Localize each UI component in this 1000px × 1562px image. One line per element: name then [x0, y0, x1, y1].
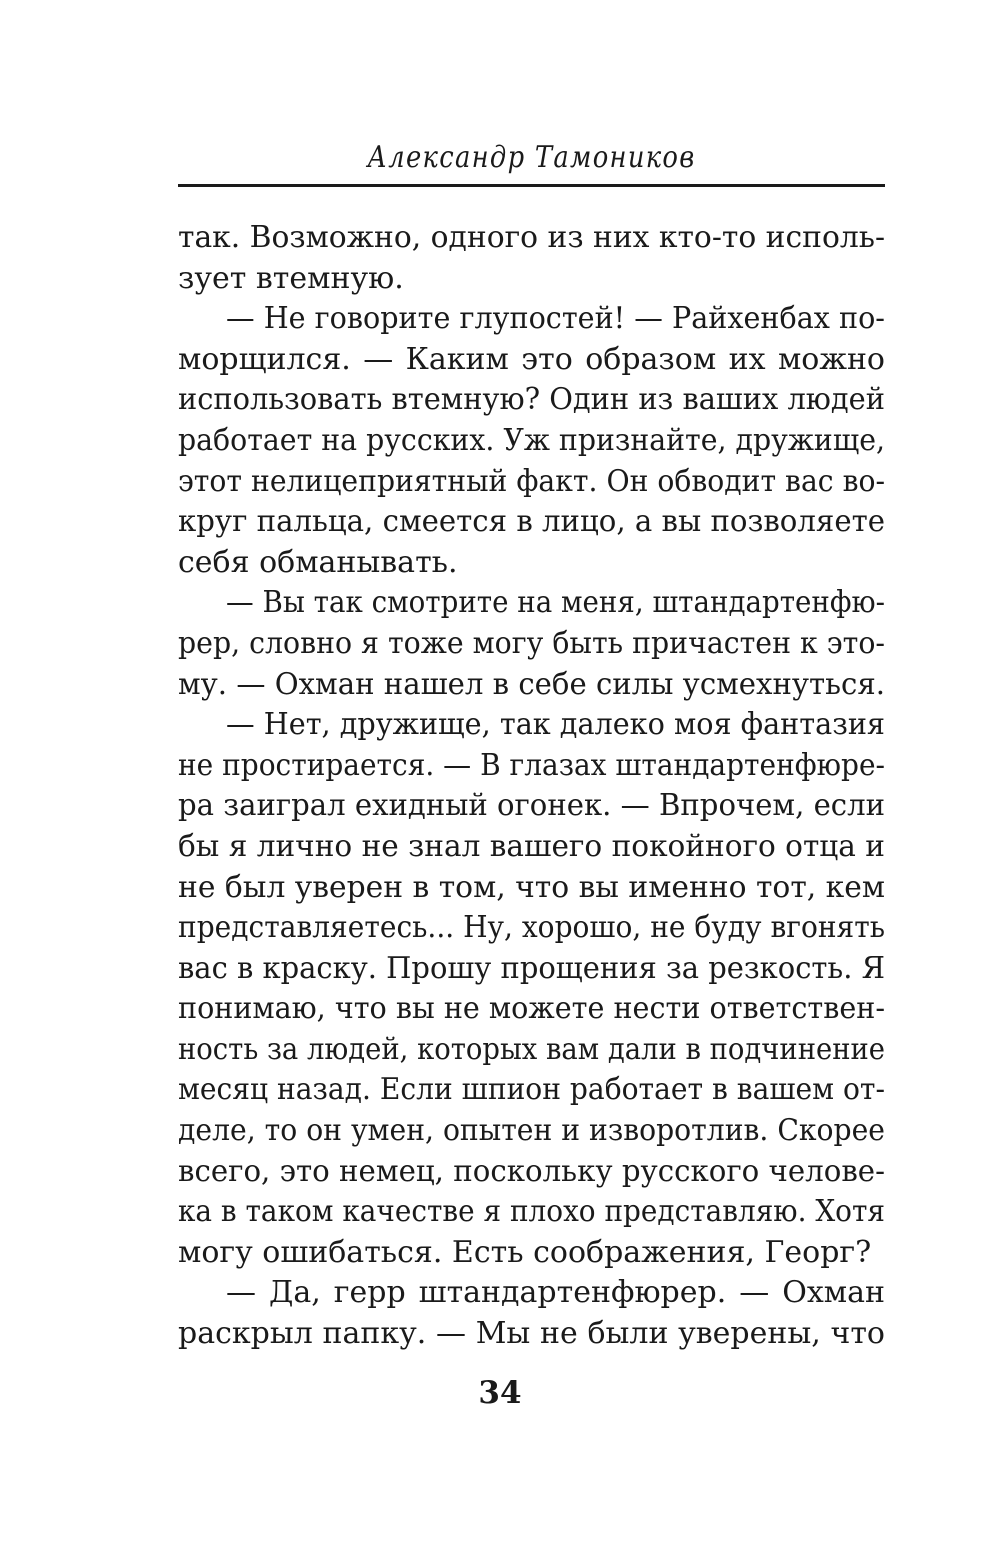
text-line: ка в таком качестве я плохо представляю. Хотя: [178, 1194, 885, 1230]
text-line: месяц назад. Если шпион работает в вашем от-: [178, 1072, 885, 1108]
text-line: круг пальца, смеется в лицо, а вы позволяете: [178, 504, 885, 540]
text-line: использовать втемную? Один из ваших людей: [178, 382, 885, 418]
text-line: всего, это немец, поскольку русского челове-: [178, 1153, 885, 1189]
text-line: не простирается. — В глазах штандартенфюре-: [178, 747, 885, 783]
text-line: бы я лично не знал вашего покойного отца и: [178, 828, 885, 864]
text-line: рер, словно я тоже могу быть причастен к это-: [178, 625, 885, 661]
text-line: — Не говорите глупостей! — Райхенбах по-: [225, 301, 885, 337]
text-line: этот нелицеприятный факт. Он обводит вас во-: [178, 463, 885, 499]
text-line: деле, то он умен, опытен и изворотлив. Скорее: [178, 1113, 885, 1149]
text-line: — Вы так смотрите на меня, штандартенфю-: [225, 585, 885, 621]
text-line: не был уверен в том, что вы именно тот, кем: [178, 869, 885, 905]
text-line: ра заиграл ехидный огонек. — Впрочем, если: [178, 788, 885, 824]
text-line: себя обманывать.: [178, 544, 458, 580]
text-line: представляетесь... Ну, хорошо, не буду вгонять: [178, 910, 885, 946]
text-line: работает на русских. Уж признайте, дружище,: [178, 422, 885, 458]
text-line: понимаю, что вы не можете нести ответствен-: [178, 991, 885, 1027]
running-head-author: Александр Тамоников: [367, 140, 696, 175]
text-line: вас в краску. Прошу прощения за резкость. Я: [178, 950, 885, 986]
body-text: [178, 218, 885, 1355]
text-line: зует втемную.: [178, 260, 404, 296]
header-rule: [178, 184, 885, 187]
text-line: — Да, герр штандартенфюрер. — Охман: [226, 1275, 885, 1311]
page-number: 34: [478, 1375, 522, 1411]
text-line: морщился. — Каким это образом их можно: [178, 341, 885, 377]
text-line: ность за людей, которых вам дали в подчинение: [178, 1031, 885, 1067]
text-line: — Нет, дружище, так далеко моя фантазия: [225, 707, 885, 743]
text-line: му. — Охман нашел в себе силы усмехнуться.: [178, 666, 885, 702]
text-line: раскрыл папку. — Мы не были уверены, что: [178, 1316, 885, 1352]
text-line: так. Возможно, одного из них кто-то исполь-: [178, 220, 885, 255]
text-line: могу ошибаться. Есть соображения, Георг?: [178, 1234, 872, 1270]
